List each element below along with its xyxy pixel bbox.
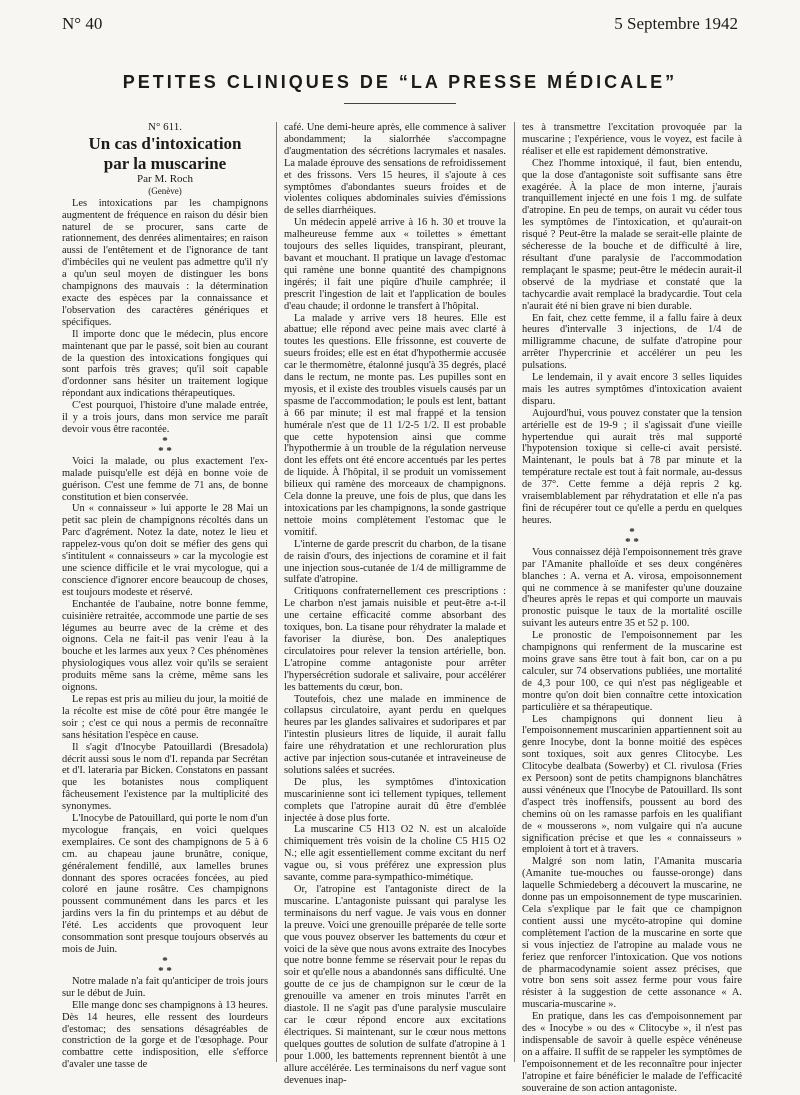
title-rule <box>344 103 456 104</box>
column-rule-2 <box>514 122 515 1062</box>
paragraph: Chez l'homme intoxiqué, il faut, bien entendu, que la dose d'antagoniste soit suffisante sans être exagérée. À la place de mon interne, j'aurais tranquillement injecté en une fois 1 mg. de sulfate d'atropine. En peu de temps, on aurait vu céder tous les symptômes de l'intoxication, et qu'aurait-on risqué ? Peut-être la malade se serait-elle plainte de sécheresse de la bouche et de difficulté à lire, résultant d'une paralysie de l'accommodation remplaçant le spasme; peut-être le médecin aurait-il observé de la mydriase et constaté que la tachycardie avait remplacé la bradycardie. Tout cela n'aurait été ni bien grave ni bien durable. <box>522 157 742 312</box>
article-title-line-1: Un cas d'intoxication <box>88 133 242 153</box>
paragraph: L'Inocybe de Patouillard, qui porte le nom d'un mycologue français, en voici quelques exemplaires. Ce sont des champignons de 5 à 6 cm. au chapeau jaune brunâtre, conique, généralement fendillé, aux lamelles brunes donnant des spores ocracées foncées, au pied coloré en jaune rosâtre. Ces champignons poussent communément dans les parcs et les jardins vers la fin du printemps et au début de l'été. Les accidents que provoquent leur consommation sont presque toujours observés au mois de Juin. <box>62 813 268 955</box>
paragraph: Le pronostic de l'empoisonnement par les champignons qui renferment de la muscarine est moins grave sans être tout à fait bon, car on a pu calculer, sur 74 observations publiées, une mortalité de 4,3 pour 100, ce qui n'est pas négligeable et montre qu'on doit bien connaître cette intoxication particulière et sa thérapeutique. <box>522 630 742 713</box>
separator-top: * <box>162 434 168 447</box>
article-number: N° 611. <box>148 121 182 133</box>
paragraph: Un médecin appelé arrive à 16 h. 30 et trouve la malheureuse femme aux « toilettes » émettant toujours des selles liquides, transpirant, pleurant, bavant et mouchant. Il pratique un lavage d'estomac qui ramène une bonne quantité des champignons ingérés; il fait une piqûre d'huile camphrée; il prescrit l'ingestion de lait et l'application de boules d'eau chaude; il ordonne le transfert à l'hôpital. <box>284 217 506 312</box>
paragraph: Notre malade n'a fait qu'anticiper de trois jours sur le début de Juin. <box>62 975 268 999</box>
column-2 <box>284 122 506 1086</box>
column-1 <box>62 121 268 1071</box>
paragraph: Elle mange donc ses champignons à 13 heures. Dès 14 heures, elle ressent des lourdeurs d'estomac; des sensations désagréables de constriction de la gorge et de l'œsophage. Pour combattre cette indisposition, elle s'efforce d'avaler une tasse de <box>62 999 268 1071</box>
paragraph: Un « connaisseur » lui apporte le 28 Mai un petit sac plein de champignons récoltés dans un Parc d'agrément. Notez la date, notez le lieu et rappelez-vous qu'on doit se méfier des gens qui s'intitulent « connaisseurs » car la mycologie est une science difficile et le vrai mycologue, qui a conscience d'ignorer encore beaucoup de choses, est toujours modeste et réservé. <box>62 503 268 598</box>
paragraph: Le repas est pris au milieu du jour, la moitié de la récolte est mise de côté pour être mangée le soir ; c'est ce qui nous a permis de reconnaître sans hésitation l'espèce en cause. <box>62 693 268 741</box>
separator-top: * <box>629 525 635 538</box>
article-author: Par M. Roch <box>137 172 193 185</box>
issue-number: N° 40 <box>62 14 103 33</box>
paragraph: Les champignons qui donnent lieu à l'empoisonnement muscarinien appartiennent soit au genre Inocybe, dont la bonne moitié des espèces sont toxiques, soit aux genres Clitocybe. Les Clitocybe dealbata (Sowerby) et Cl. rivulosa (Fries ex Persoon) sont de petits champignons blanchâtres aussi vénéneux que l'Inocybe de Patouillard. Ils sont d'aspect très inoffensifs, poussent au bord des chemins où on les ramasse parfois en les qualifiant de « mousserons », nom vulgaire qui n'a aucune signification précise et que les « connaisseurs » emploient à tort et à travers. <box>522 713 742 856</box>
paragraph: Malgré son nom latin, l'Amanita muscaria (Amanite tue-mouches ou fausse-oronge) dans laquelle Schmiedeberg a découvert la muscarine, ne donne pas un empoisonnement de type muscarinien. Cela s'explique par le fait que ce champignon contient aussi une mycéto-atropine qui domine complètement l'action de la muscarine en sorte que si vous injectiez de l'atropine au malade vous ne feriez que renforcer l'intoxication. Que vos notions de pharmacodynamie soient assez précises, que votre bon sens soit assez ferme pour vous faire résister à la suggestion de cette assonance « A. muscaria-muscarine ». <box>522 856 742 1011</box>
article-title <box>62 134 268 174</box>
paragraph: En fait, chez cette femme, il a fallu faire à deux heures d'intervalle 3 injections, de 1/4 de milligramme chacune, de sulfate d'atropine pour arrêter l'hypercrinie et accélérer un peu les pulsations. <box>522 312 742 372</box>
paragraph: Les intoxications par les champignons augmentent de fréquence en raison du désir bien naturel de se procurer, sans carte de rationnement, des denrées alimentaires; en raison aussi de l'entêtement et de l'ignorance de tant d'imbéciles qui ne veulent pas admettre qu'il n'y a qu'un seul moyen de distinguer les bons champignons des mauvais : la détermination exacte des espèces par la connaissance et l'observation des caractères génériques et spécifiques. <box>62 197 268 328</box>
separator-bottom: * * <box>158 444 172 457</box>
section-separator <box>62 436 268 456</box>
separator-bottom: * * <box>625 535 639 548</box>
paragraph: L'interne de garde prescrit du charbon, de la tisane de raisin d'ours, des injections de coramine et il fait une injection sous-cutanée de 1/4 de milligramme de sulfate d'atropine. <box>284 538 506 586</box>
article-title-line-2: par la muscarine <box>103 153 227 173</box>
paragraph: La malade y arrive vers 18 heures. Elle est abattue; elle répond avec peine mais avec clarté à toutes les questions. Elle frissonne, est couverte de sueurs froides; elle est en état d'hypothermie accusée car le thermomètre, étalonné jusqu'à 35 degrés, placé dans le rectum, ne monte pas. Les pupilles sont en myosis, et il existe des troubles visuels causés par un spasme de l'accommodation; le pouls est lent, battant à 66 par minute; il est mal frappé et la tension humérale n'est que de 11 1/2-5 1/2. Il est probable que cette hypotension ainsi que comme l'hypothermie à un trouble de la régulation nerveuse dont les effets ont été encore accentués par les pertes de liquide. À l'hôpital, il se produit un vomissement bilieux qui ramène des morceaux de champignons. Cela donne la preuve, une fois de plus, que dans les intoxications par les champignons, la sonde gastrique nettoie moins complètement l'estomac que le vomitif. <box>284 312 506 538</box>
paragraph: Vous connaissez déjà l'empoisonnement très grave par l'Amanite phalloïde et ses deux congénères blanches : A. verna et A. virosa, empoisonnement qui ne commence à se manifester qu'une douzaine d'heures après le repas et qui comporte un mauvais pronostic puisque le taux de la mortalité oscille suivant les auteurs entre 35 et 52 p. 100. <box>522 546 742 630</box>
column-3 <box>522 122 742 1094</box>
paragraph: Enchantée de l'aubaine, notre bonne femme, cuisinière retraitée, accommode une partie de ses légumes au beurre avec de la crème et des oignons. Cela ne fait-il pas venir l'eau à la bouche et les larmes aux yeux ? Ces phénomènes physiologiques vous allez voir qu'ils se seraient produits même sans la crème, même sans les oignons. <box>62 598 268 694</box>
section-rubric: PETITES CLINIQUES DE “LA PRESSE MÉDICALE” <box>122 72 678 92</box>
paragraph: En pratique, dans les cas d'empoisonnement par des « Inocybe » ou des « Clitocybe », il n'est pas indispensable de savoir à quelle espèce vénéneuse on a affaire. Il suffit de se rappeler les symptômes de l'empoisonnement et de les reconnaître pour injecter l'atropine et faire bénéficier le malade de l'efficacité souveraine de son action antagoniste. <box>522 1011 742 1094</box>
issue-date: 5 Septembre 1942 <box>614 14 738 33</box>
paragraph: De plus, les symptômes d'intoxication muscarinienne sont ici tellement typiques, tellement complets que l'atropine aurait dû être d'emblée injectée à dose plus forte. <box>284 776 506 824</box>
separator-top: * <box>162 954 168 967</box>
page-header <box>62 14 738 38</box>
paragraph: Le lendemain, il y avait encore 3 selles liquides mais les autres symptômes d'intoxication avaient disparu. <box>522 372 742 407</box>
paragraph: C'est pourquoi, l'histoire d'une malade entrée, il y a trois jours, dans mon service me paraît devoir vous être racontée. <box>62 400 268 435</box>
paragraph: Critiquons confraternellement ces prescriptions : Le charbon n'est jamais nuisible et peut-être a-t-il une certaine efficacité comme absorbant des toxiques, bon. La tisane pour réhydrater la malade et favoriser la diurèse, bon. Des analeptiques circulatoires pour relever la tension artérielle, bon. L'atropine comme antagoniste pour arrêter l'hypersécrétion sudorale et salivaire, pour accélérer les battements du cœur, bon. <box>284 586 506 693</box>
author-affiliation: (Genève) <box>148 185 182 196</box>
paragraph: tes à transmettre l'excitation provoquée par la muscarine ; l'expérience, vous le voyez, est facile à réaliser et elle est rapidement démonstrative. <box>522 122 742 157</box>
paragraph: Il s'agit d'Inocybe Patouillardi (Bresadola) décrit aussi sous le nom d'I. repanda par Secrétan et d'I. lateraria par Bicken. Constatons en passant que les botanistes nous compliquent fâcheusement l'existence par la multiplicité des synonymes. <box>62 741 268 813</box>
paragraph: Or, l'atropine est l'antagoniste direct de la muscarine. L'antagoniste puissant qui paralyse les terminaisons du nerf vague. Je vais vous en donner la preuve. Voici une grenouille préparée de telle sorte que vous pouvez observer les battements du cœur et voici de la sève que nous avons extraite des Inocybes que notre bonne femme se réservait pour le repas du soir et qu'elle nous a abandonnés sans difficulté. Une goutte de ce jus de champignon sur le cœur de la grenouille va amener en trois minutes l'arrêt en diastole. Il ne s'agit pas d'une paralysie musculaire car le cœur répond encore aux excitations électriques. Si maintenant, sur le cœur nous mettons quelques gouttes de solution de sulfate d'atropine à 1 pour 1.000, les battements reprennent bientôt à une allure accélérée. Les terminaisons du nerf vague sont devenues inap- <box>284 884 506 1086</box>
paragraph: Aujourd'hui, vous pouvez constater que la tension artérielle est de 19-9 ; il s'agissait d'une vieille hypertendue qui aurait très mal supporté l'hypotension toxique si celle-ci avait persisté. Maintenant, le pouls bat à 78 par minute et la température rectale est tout à fait normale, au-dessus de 37°. Cette femme a déjà repris 2 kg. vraisemblablement par réhydratation et elle n'a pas fini de récupérer tout ce qu'elle a perdu en quelques heures. <box>522 407 742 526</box>
section-separator <box>62 956 268 976</box>
paragraph: café. Une demi-heure après, elle commence à saliver abondamment; la sialorrhée s'accompagne d'augmentation des sécrétions lacrymales et nasales. La malade éprouve des sensations de refroidissement et des frissons. Vers 15 heures, il s'ajoute à ces symptômes d'abondantes sueurs froides et de violentes coliques abdominales suivies d'émissions de selles diarrhéiques. <box>284 122 506 217</box>
separator-bottom: * * <box>158 964 172 977</box>
paragraph: Voici la malade, ou plus exactement l'ex-malade puisqu'elle est déjà en bonne voie de guérison. C'est une femme de 71 ans, de bonne constitution et bien conservée. <box>62 455 268 503</box>
paragraph: Toutefois, chez une malade en imminence de collapsus circulatoire, ayant perdu en quelques heures par les glandes salivaires et sudoripares et par l'intestin plusieurs litres de liquide, il aurait fallu faire une réhydratation et une rechloruration plus active par injection sous-cutanée et intraveineuse de solutions salées et sucrées. <box>284 693 506 776</box>
paragraph: Il importe donc que le médecin, plus encore maintenant que par le passé, soit bien au courant de la question des intoxications fongiques qui sont parfois très graves; qu'il soit capable d'ordonner sans hésiter un traitement logique répondant aux indications thérapeutiques. <box>62 328 268 400</box>
section-separator <box>522 527 742 547</box>
paragraph: La muscarine C5 H13 O2 N. est un alcaloïde chimiquement très voisin de la choline C5 H15 O2 N.; elle agit essentiellement comme excitant du nerf vague ou, si vous préférez une expression plus savante, comme para-sympathico-mimétique. <box>284 824 506 884</box>
column-rule-1 <box>276 122 277 1062</box>
